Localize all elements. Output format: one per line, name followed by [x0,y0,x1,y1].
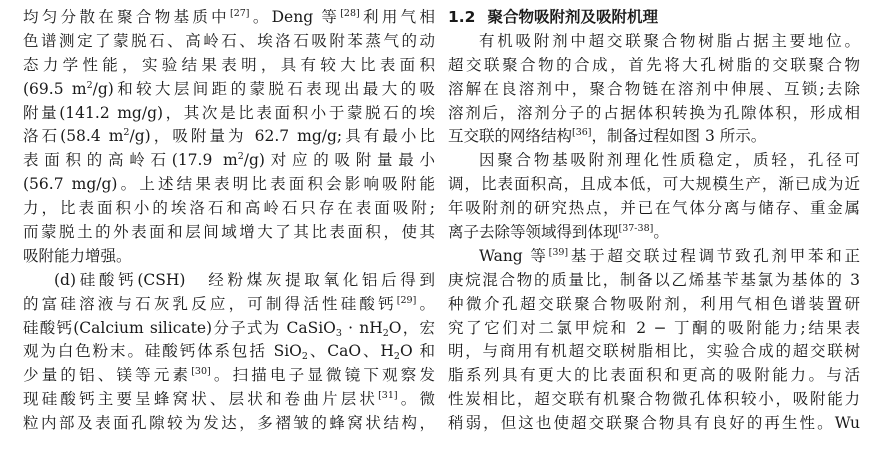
text-line: 粒内部及表面孔隙较为发达，多褶皱的蜂窝状结构， [23,414,435,433]
text-line: 附量(141.2 mg/g)，其次是比表面积小于蒙脱石的埃 [23,103,435,122]
text-line: (69.5 $m^2/g$)和较大层间距的蒙脱石表现出最大的吸 [23,79,435,98]
citation-ref[interactable]: [31] [378,390,398,402]
section-title: 聚合物吸附剂及吸附机理 [487,8,658,26]
text-line: 有机吸附剂中超交联聚合物树脂占据主要地位。 [479,31,860,50]
citation-ref[interactable]: [30] [191,366,211,378]
citation-ref[interactable]: [37-38] [618,223,654,235]
text-line: 溶解在良溶剂中，聚合物链在溶剂中伸展、互锁;去除 [448,79,860,98]
section-heading [448,6,860,30]
text-line: 表面积的高岭石(17.9 $m^2/g$)对应的吸附量最小 [23,151,435,170]
text-line: 少量的铝、镁等元素[30]。扫描电子显微镜下观察发 [23,366,435,385]
text-line: 明，与商用有机超交联树脂相比，实验合成的超交联树 [448,342,860,361]
text-line: Wang 等[39]基于超交联过程调节致孔剂甲苯和正 [479,246,860,265]
text-line: 观为白色粉末。硅酸钙体系包括 SiO$_2$、CaO、$H_2O$ 和 [23,342,436,363]
text-line: 均匀分散在聚合物基质中[27]。Deng 等[28]利用气相 [23,8,435,26]
subsection-lead-line: (d)硅酸钙(CSH) 经粉煤灰提取氧化铝后得到 [54,270,435,289]
text-line: 溶剂后，溶剂分子的占据体积转换为孔隙体积，形成相 [448,103,860,122]
text-line: 硅酸钙(Calcium silicate)分子式为 CaSiO$_3$ · $nH_2O$，宏 [23,318,436,339]
text-line: 的富硅溶液与石灰乳反应，可制得活性硅酸钙[29]。 [23,294,435,313]
citation-ref[interactable]: [27] [229,8,250,19]
text-line: 庚烷混合物的质量比，制备以乙烯基苄基氯为基体的 3 [448,270,860,289]
text-line: 力，比表面积小的埃洛石和高岭石只存在表面吸附; [23,199,435,218]
citation-ref[interactable]: [36] [572,127,592,139]
text-line: 洛石(58.4 $m^2/g$)，吸附量为 62.7 mg/g;具有最小比 [23,127,436,146]
text-line: 互交联的网络结构[36]，制备过程如图 3 所示。 [448,127,767,146]
text-line: 究了它们对二氯甲烷和 2 − 丁酮的吸附能力;结果表 [448,318,860,337]
text-line: (56.7 mg/g)。上述结果表明比表面积会影响吸附能 [23,175,435,194]
text-line: 超交联聚合物的合成，首先将大孔树脂的交联聚合物 [448,55,860,74]
text-line: 调，比表面积高，且成本低，可大规模生产，渐已成为近 [448,175,860,194]
citation-ref[interactable]: [28] [340,8,360,19]
text-line: 稍弱，但这也使超交联聚合物具有良好的再生性。Wu [448,414,860,433]
text-line: 而蒙脱土的外表面和层间域增大了其比表面积，使其 [23,223,435,242]
text-line: 脂系列具有更大的比表面积和更高的吸附能力。与活 [448,366,860,385]
text-line: 吸附能力增强。 [23,246,132,265]
text-line: 年吸附剂的研究热点，并已在气体分离与储存、重金属 [448,199,860,218]
citation-ref[interactable]: [29] [396,294,417,306]
text-line: 色谱测定了蒙脱石、高岭石、埃洛石吸附苯蒸气的动 [23,31,435,50]
text-line: 态力学性能，实验结果表明，具有较大比表面积 [23,55,435,74]
text-line: 性炭相比，超交联有机聚合物微孔体积较小，吸附能力 [448,390,860,409]
right-column [448,6,860,436]
text-line: 离子去除等领域得到体现[37-38]。 [448,223,669,242]
left-column [23,6,435,436]
text-line: 种微介孔超交联聚合物吸附剂，利用气相色谱装置研 [448,294,860,313]
section-number: 1.2 [448,8,476,26]
text-line: 因聚合物基吸附剂理化性质稳定，质轻，孔径可 [479,151,860,170]
text-line: 现硅酸钙主要呈蜂窝状、层状和卷曲片层状[31]。微 [23,390,435,409]
citation-ref[interactable]: [39] [548,246,569,258]
